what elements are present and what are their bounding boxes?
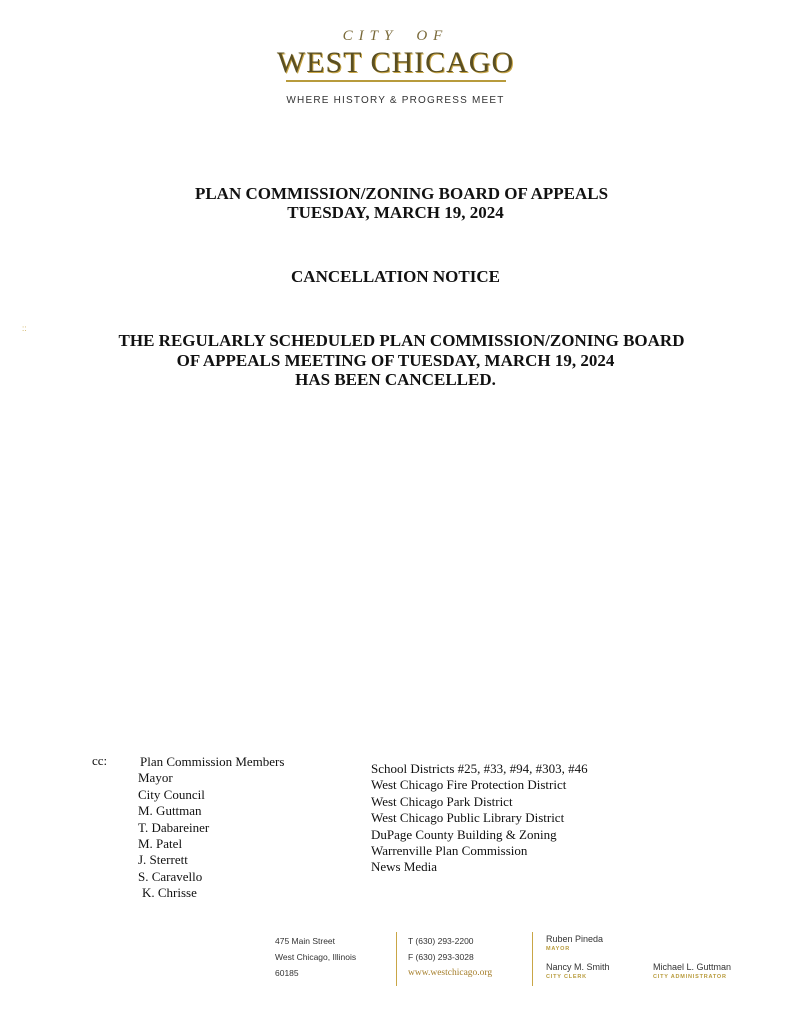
cc-recipient: News Media	[371, 859, 438, 875]
footer-contact	[408, 933, 492, 981]
notice-body-line2: OF APPEALS MEETING OF TUESDAY, MARCH 19, 2024	[176, 351, 615, 370]
official-name: Ruben Pineda	[546, 934, 604, 944]
letterhead-city-of	[0, 28, 791, 45]
footer-official-administrator	[653, 962, 731, 981]
cc-recipient: J. Sterrett	[138, 852, 188, 868]
cc-recipient: City Council	[138, 786, 205, 802]
footer-phone: T (630) 293-2200	[408, 936, 474, 946]
footer-divider	[396, 932, 397, 986]
letterhead-rule	[286, 80, 506, 82]
letterhead-city-name: WEST CHICAGO	[276, 46, 515, 79]
footer-zip: 60185	[275, 968, 299, 978]
cc-recipient: T. Dabareiner	[138, 819, 210, 835]
cc-recipient: School Districts #25, #33, #94, #303, #46	[371, 761, 588, 776]
meeting-heading-line1: PLAN COMMISSION/ZONING BOARD OF APPEALS	[194, 184, 609, 203]
cc-left-column	[138, 754, 284, 902]
meeting-heading-line2: TUESDAY, MARCH 19, 2024	[287, 203, 504, 222]
notice-body-line3: HAS BEEN CANCELLED.	[295, 370, 496, 389]
official-name: Michael L. Guttman	[653, 962, 732, 972]
cc-recipient: K. Chrisse	[142, 885, 197, 901]
official-title: MAYOR	[546, 946, 570, 952]
footer-website-link[interactable]: www.westchicago.org	[408, 968, 493, 978]
letterhead-tagline: WHERE HISTORY & PROGRESS MEET	[286, 95, 505, 106]
notice-title: CANCELLATION NOTICE	[291, 267, 500, 286]
cc-recipient: West Chicago Fire Protection District	[371, 777, 567, 793]
footer-address	[275, 933, 356, 981]
cc-recipient: Plan Commission Members	[140, 754, 285, 769]
cc-label: cc:	[92, 753, 108, 768]
footer-city: West Chicago, Illinois	[275, 952, 357, 962]
notice-body-line1: THE REGULARLY SCHEDULED PLAN COMMISSION/ZONING BOARD	[118, 331, 685, 350]
cc-recipient: DuPage County Building & Zoning	[371, 826, 557, 842]
footer-official-mayor	[546, 934, 603, 953]
official-title: CITY CLERK	[546, 974, 587, 980]
official-title: CITY ADMINISTRATOR	[653, 974, 727, 980]
cc-recipient: M. Guttman	[138, 803, 202, 819]
cc-right-column	[371, 761, 588, 876]
cc-recipient: West Chicago Park District	[371, 793, 513, 809]
cc-recipient: West Chicago Public Library District	[371, 810, 565, 826]
cc-recipient: M. Patel	[138, 836, 183, 852]
official-name: Nancy M. Smith	[546, 962, 610, 972]
footer-official-clerk	[546, 962, 610, 981]
cc-recipient: S. Caravello	[138, 868, 203, 884]
letterhead-of-word: OF	[416, 28, 449, 44]
footer-street: 475 Main Street	[275, 936, 336, 946]
footer-divider	[532, 932, 533, 986]
cc-recipient: Warrenville Plan Commission	[371, 843, 528, 859]
footer-fax: F (630) 293-3028	[408, 952, 474, 962]
scan-speck-icon: ::	[22, 324, 27, 333]
cc-recipient: Mayor	[138, 770, 173, 786]
letterhead-city-word: CITY	[342, 28, 399, 44]
